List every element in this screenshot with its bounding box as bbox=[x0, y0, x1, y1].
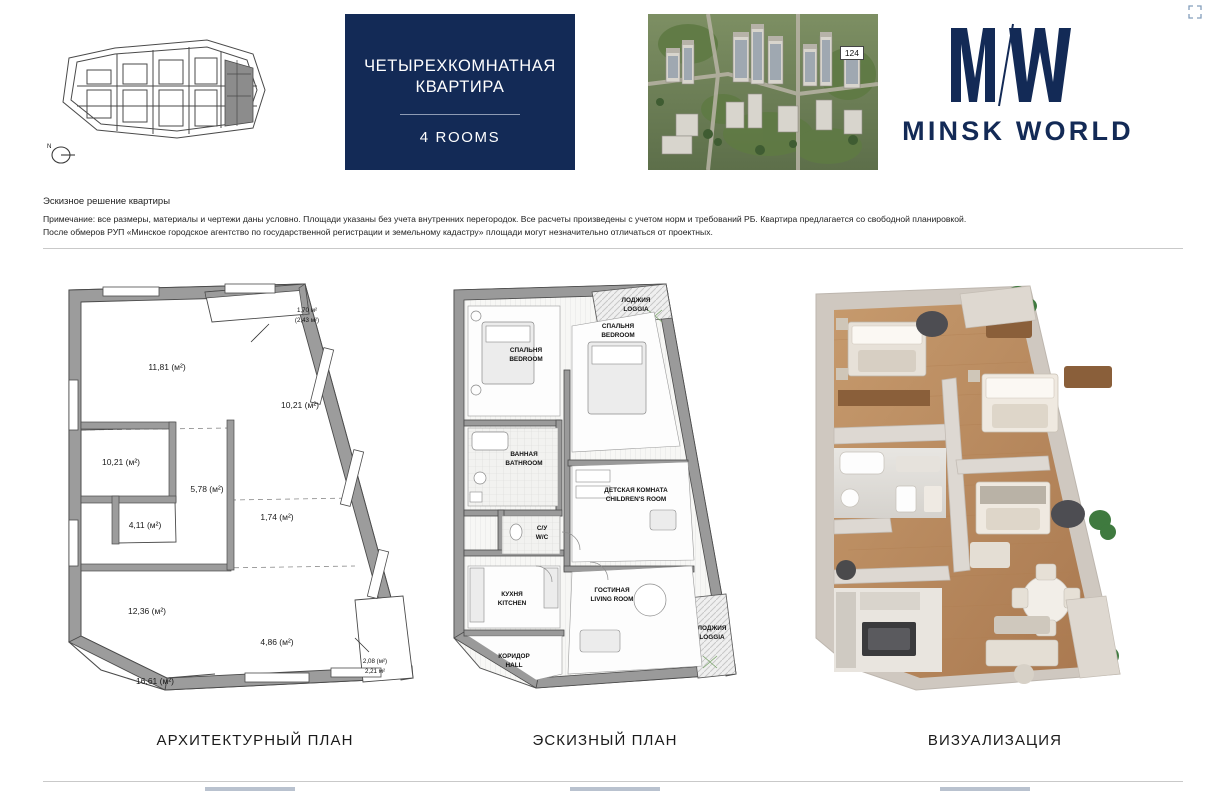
room-label-en: CHILDREN'S ROOM bbox=[605, 496, 667, 503]
room-label-en: LOGGIA bbox=[699, 634, 725, 641]
room-label-ru: ДЕТСКАЯ КОМНАТА bbox=[604, 487, 668, 494]
caption-architectural: АРХИТЕКТУРНЫЙ ПЛАН bbox=[156, 732, 354, 749]
footer-divider bbox=[43, 781, 1183, 782]
room-label-ru: СПАЛЬНЯ bbox=[509, 347, 543, 354]
note-line-1: Примечание: все размеры, материалы и чертежи даны условно. Площади указаны без учета внутренних перегородок. Все расчеты произведены с учетом норм и требований РБ. Квартира предлагается со свободной планировкой. bbox=[43, 214, 967, 224]
title-divider bbox=[400, 114, 520, 115]
area-label: 5,78 (м²) bbox=[190, 484, 224, 494]
room-label-ru: КУХНЯ bbox=[501, 591, 523, 598]
title-en: 4 ROOMS bbox=[419, 129, 501, 146]
note-title: Эскизное решение квартиры bbox=[43, 196, 171, 207]
footer-tab-3[interactable] bbox=[940, 787, 1030, 791]
room-label-ru: СПАЛЬНЯ bbox=[601, 323, 635, 330]
room-label-en: LIVING ROOM bbox=[590, 596, 634, 603]
room-label-ru: С/У bbox=[536, 525, 548, 532]
compass-icon bbox=[45, 140, 85, 170]
title-ru-line2: КВАРТИРА bbox=[415, 78, 505, 96]
area-label: 11,81 (м²) bbox=[148, 362, 186, 372]
key-plan-thumbnail bbox=[57, 30, 272, 145]
header bbox=[0, 0, 1210, 185]
brand-name: MINSK WORLD bbox=[902, 116, 1134, 146]
header-divider bbox=[43, 248, 1183, 249]
aerial-photo bbox=[648, 14, 878, 170]
area-label: 1,70 м² bbox=[296, 307, 318, 314]
area-label: 10,21 (м²) bbox=[281, 400, 319, 410]
title-ru-line1: ЧЕТЫРЕХКОМНАТНАЯ bbox=[364, 57, 556, 75]
room-label-en: BEDROOM bbox=[509, 356, 543, 363]
area-label: 12,36 (м²) bbox=[128, 606, 166, 616]
area-label: 1,74 (м²) bbox=[260, 512, 294, 522]
brand-block bbox=[878, 22, 1158, 147]
footer-tab-1[interactable] bbox=[205, 787, 295, 791]
room-label-en: LOGGIA bbox=[623, 306, 649, 313]
room-label-en: BATHROOM bbox=[505, 460, 543, 467]
area-label-5-78: 10,21 (м²) bbox=[102, 457, 140, 467]
compass-label: N bbox=[47, 143, 52, 150]
area-label: 4,11 (м²) bbox=[128, 520, 162, 530]
note-line-2: После обмеров РУП «Минское городское агентство по государственной регистрации и земельному кадастру» площади могут незначительно отличаться от проектных. bbox=[43, 226, 713, 237]
aerial-badge: 124 bbox=[840, 46, 864, 60]
room-label-ru: ЛОДЖИЯ bbox=[697, 625, 727, 632]
caption-sketch: ЭСКИЗНЫЙ ПЛАН bbox=[532, 732, 678, 749]
area-label: 2,21 м² bbox=[364, 668, 386, 675]
room-label-en: HALL bbox=[505, 662, 523, 669]
room-label-ru: ВАННАЯ bbox=[510, 451, 538, 458]
room-label-en: BEDROOM bbox=[601, 332, 635, 339]
area-label: 2,08 (м²) bbox=[362, 658, 388, 665]
minsk-world-logo-icon bbox=[878, 22, 1158, 108]
area-label: 4,86 (м²) bbox=[260, 637, 294, 647]
apartment-title-card bbox=[345, 14, 575, 170]
room-label-ru: ЛОДЖИЯ bbox=[621, 297, 651, 304]
room-label-en: W/C bbox=[535, 534, 549, 541]
visualization-render bbox=[800, 270, 1180, 710]
room-label-ru: ГОСТИНАЯ bbox=[594, 587, 630, 594]
sketch-plan bbox=[440, 270, 750, 710]
room-label-en: KITCHEN bbox=[497, 600, 527, 607]
caption-visualization: ВИЗУАЛИЗАЦИЯ bbox=[927, 732, 1063, 749]
disclaimer-note bbox=[43, 196, 1183, 238]
area-label: 16,61 (м²) bbox=[136, 676, 174, 686]
expand-icon[interactable] bbox=[1188, 5, 1202, 19]
area-label: (2,43 м²) bbox=[294, 317, 320, 324]
architectural-plan bbox=[55, 270, 435, 710]
room-label-ru: КОРИДОР bbox=[498, 653, 530, 660]
footer-tab-2[interactable] bbox=[570, 787, 660, 791]
